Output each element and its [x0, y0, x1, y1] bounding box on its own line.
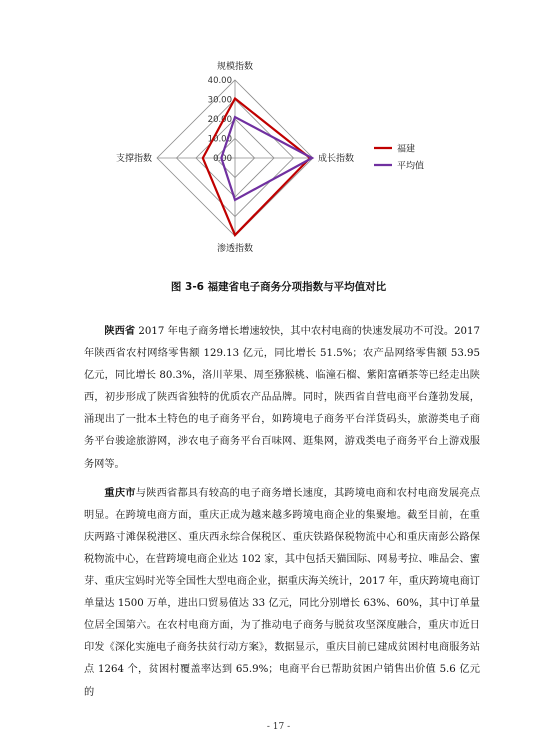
paragraph-lead-chongqing: 重庆市 — [104, 487, 136, 499]
legend-label: 福建 — [397, 144, 416, 155]
page-number: - 17 - — [266, 722, 291, 732]
radar-tick-label: 20.00 — [207, 115, 232, 125]
radar-axis-label: 支撑指数 — [115, 154, 152, 164]
paragraph-text-chongqing: 与陕西省都具有较高的电子商务增长速度，其跨境电商和农村电商发展亮点明显。在跨境电商方面，重庆正成为越来越多跨境电商企业的集聚地。截至目前，在重庆两路寸滩保税港区、重庆西永综合保税区、重庆铁路保税物流中心和重庆南彭公路保税物流中心，在营跨境电商企业达 102 家，其中包括天猫国际、网易考拉、唯品会、蜜芽、重庆宝妈时光等全国性大型电商企业，据重庆海关统计，2017 年，重庆跨境电商订单量达 1500 万单，进出口贸易值达 33 亿元，同比分别增长 63%、60%，其中订单量位居全国第六。在农村电商方面，为了推动电子商务与脱贫攻坚深度融合，重庆市近日印发《深化实施电子商务扶贫行动方案》，数据显示，重庆目前已建成贫困村电商服务站点 1264 个，贫困村覆盖率达到 65.9%；电商平台已帮助贫困户销售出价值 5.6 亿元的 — [84, 487, 481, 698]
legend-label: 平均值 — [397, 161, 425, 172]
paragraph-text-shaanxi: 2017 年电子商务增长增速较快，其中农村电商的快速发展功不可没。2017 年陕西省农村网络零售额 129.13 亿元，同比增长 51.5%；农产品网络零售额 53.95 亿元，同比增长 80.3%，洛川苹果、周至猕猴桃、临潼石榴、紫阳富硒茶等已经走出陕西，初步形成了陕西省独特的优质农产品品牌。同时，陕西省自营电商平台蓬勃发展，涌现出了一批本土特色的电子商务平台，如跨境电子商务平台洋货码头，旅游类电子商务平台骏途旅游网，涉农电子商务平台百味网、逛集网，游戏类电子商务平台上游戏服务网等。 — [84, 326, 481, 470]
radar-axis-label: 渗透指数 — [216, 244, 254, 254]
radar-axis-label: 成长指数 — [318, 154, 355, 164]
paragraph-chongqing — [84, 483, 480, 704]
radar-tick-label: 40.00 — [207, 76, 232, 86]
paragraph-shaanxi — [84, 321, 480, 476]
radar-chart — [0, 0, 557, 275]
body-text — [84, 321, 480, 704]
radar-tick-label: 0.00 — [213, 154, 232, 164]
radar-axis-label: 规模指数 — [216, 62, 254, 72]
paragraph-lead-shaanxi: 陕西省 — [104, 326, 136, 337]
figure-caption: 图 3-6 福建省电子商务分项指数与平均值对比 — [170, 281, 387, 293]
radar-tick-label: 30.00 — [207, 95, 232, 106]
radar-tick-label: 10.00 — [207, 134, 232, 145]
